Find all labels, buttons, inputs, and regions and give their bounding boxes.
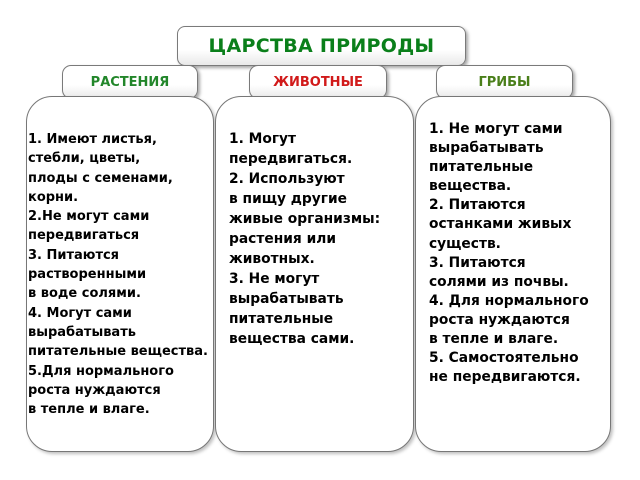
header-fungi: ГРИБЫ xyxy=(436,65,573,99)
text-line: плоды с семенами, xyxy=(28,170,173,186)
text-line: 2. Питаются xyxy=(429,197,526,214)
text-line: 2.Не могут сами xyxy=(28,209,150,225)
text-line: 5.Для нормального xyxy=(28,363,174,379)
text-line: вырабатывать xyxy=(229,291,344,307)
text-line: не передвигаются. xyxy=(429,369,581,386)
text-line: вырабатывать xyxy=(429,140,544,157)
text-line: питательные xyxy=(229,311,334,327)
text-line: животных. xyxy=(229,251,315,267)
text-line: передвигаться xyxy=(28,228,140,244)
text-line: 1. Имеют листья, xyxy=(28,132,157,147)
text-line: солями из почвы. xyxy=(429,273,569,290)
text-line: вещества. xyxy=(429,178,512,195)
text-line: 1. Не могут сами xyxy=(429,121,563,137)
text-line: передвигаться. xyxy=(229,151,353,167)
text-line: 3. Питаются xyxy=(429,254,526,271)
text-line: вырабатывать xyxy=(28,324,136,340)
text-line: останками живых xyxy=(429,216,572,233)
text-line: корни. xyxy=(28,189,79,205)
text-line: 3. Питаются xyxy=(28,247,120,263)
diagram-title: ЦАРСТВА ПРИРОДЫ xyxy=(177,26,466,66)
text-line: 2. Используют xyxy=(229,171,345,187)
text-line: живые организмы: xyxy=(229,211,381,227)
text-line: в воде солями. xyxy=(28,286,141,302)
plants-text xyxy=(28,130,208,419)
text-line: 5. Самостоятельно xyxy=(429,350,579,367)
text-line: растворенными xyxy=(28,267,147,283)
text-line: питательные xyxy=(429,159,534,176)
text-line: существ. xyxy=(429,235,501,252)
text-line: стебли, цветы, xyxy=(28,151,141,167)
text-line: растения или xyxy=(229,231,337,247)
text-line: питательные вещества. xyxy=(28,344,208,360)
header-animals: ЖИВОТНЫЕ xyxy=(249,65,387,99)
text-line: 3. Не могут xyxy=(229,271,320,287)
text-line: в тепле и влаге. xyxy=(429,331,559,348)
text-line: 4. Для нормального xyxy=(429,292,589,309)
text-line: вещества сами. xyxy=(229,331,355,347)
text-line: роста нуждаются xyxy=(28,382,161,398)
text-line: 4. Могут сами xyxy=(28,305,132,321)
fungi-text xyxy=(429,120,589,387)
text-line: в пищу другие xyxy=(229,191,348,207)
text-line: 1. Могут xyxy=(229,131,297,147)
text-line: в тепле и влаге. xyxy=(28,402,150,418)
text-line: роста нуждаются xyxy=(429,311,570,328)
header-plants: РАСТЕНИЯ xyxy=(62,65,198,99)
animals-text xyxy=(229,129,380,349)
